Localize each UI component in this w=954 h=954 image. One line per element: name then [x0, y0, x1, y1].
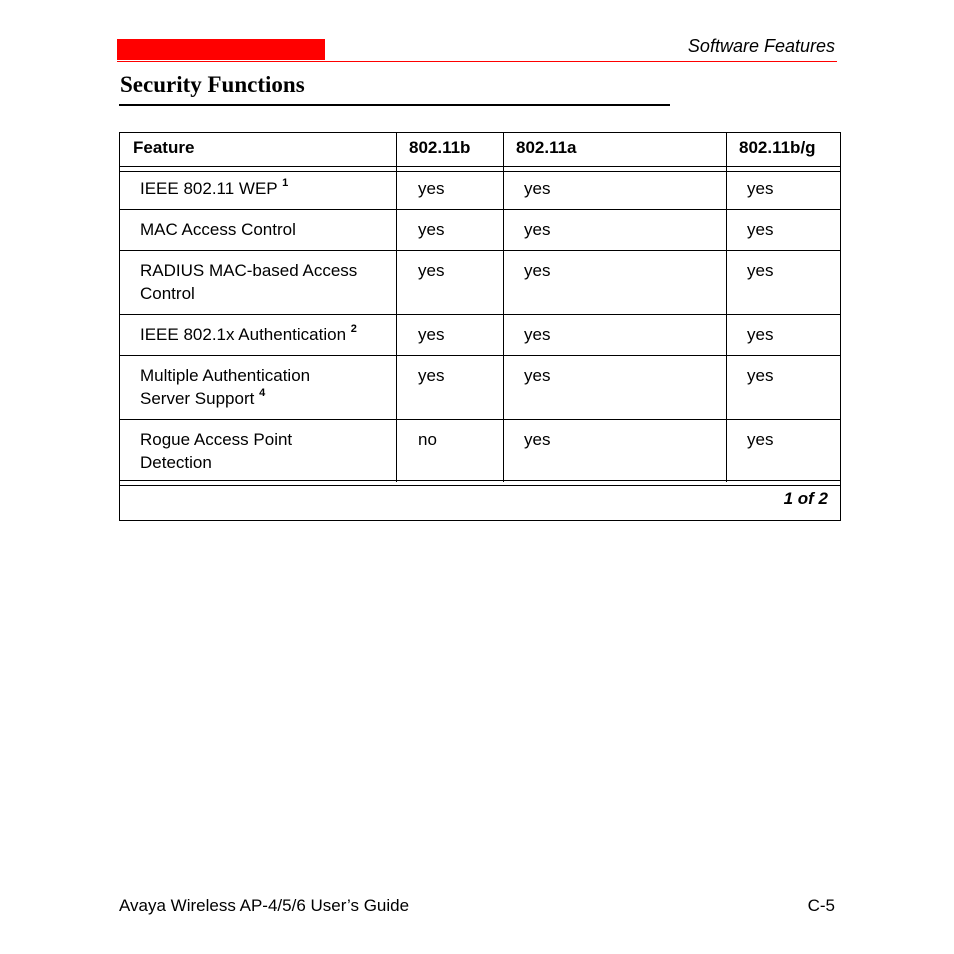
row-divider	[120, 355, 840, 356]
table-row-feature: MAC Access Control	[140, 220, 296, 239]
security-functions-table	[119, 132, 841, 521]
table-cell-80211b: yes	[418, 179, 445, 198]
header-rule-top	[120, 166, 840, 167]
row-divider	[120, 314, 840, 315]
table-cell-80211a: yes	[524, 179, 551, 198]
column-header-80211b: 802.11b	[409, 138, 471, 157]
column-divider	[396, 133, 397, 482]
table-cell-80211b: yes	[418, 220, 445, 239]
footer-rule-top	[120, 480, 840, 481]
table-cell-80211a: yes	[524, 325, 551, 344]
table-cell-80211bg: yes	[747, 179, 774, 198]
row-divider	[120, 209, 840, 210]
section-title: Security Functions	[120, 72, 305, 97]
column-header-feature: Feature	[133, 138, 195, 157]
footer-page-number: C-5	[807, 896, 835, 915]
table-cell-80211b: yes	[418, 366, 445, 385]
row-divider	[120, 419, 840, 420]
footer-document-title: Avaya Wireless AP-4/5/6 User’s Guide	[119, 896, 410, 915]
column-divider	[503, 133, 504, 482]
table-cell-80211bg: yes	[747, 366, 774, 385]
table-cell-80211bg: yes	[747, 430, 774, 449]
table-row-feature: IEEE 802.1x Authentication $^2$	[140, 323, 357, 344]
title-underline	[119, 104, 670, 106]
table-cell-80211a: yes	[524, 366, 551, 385]
footer-rule-bottom	[120, 485, 840, 486]
table-row-feature: Multiple Authentication Server Support $^4$	[140, 366, 311, 408]
table-row-feature: RADIUS MAC-based Access Control	[140, 261, 358, 303]
header-accent-bar	[117, 39, 325, 60]
row-divider	[120, 250, 840, 251]
table-row-feature: Rogue Access Point Detection	[140, 430, 293, 472]
table-cell-80211bg: yes	[747, 220, 774, 239]
header-rule-bottom	[120, 171, 840, 172]
column-header-80211bg: 802.11b/g	[739, 138, 816, 157]
table-cell-80211b: yes	[418, 261, 445, 280]
table-page-indicator: 1 of 2	[783, 489, 828, 508]
table-cell-80211b: no	[418, 430, 437, 449]
table-cell-80211a: yes	[524, 261, 551, 280]
table-cell-80211a: yes	[524, 220, 551, 239]
table-row-feature: IEEE 802.11 WEP $^1$	[140, 177, 289, 198]
column-divider	[726, 133, 727, 482]
table-cell-80211bg: yes	[747, 261, 774, 280]
column-header-80211a: 802.11a	[516, 138, 577, 157]
header-rule	[117, 61, 837, 62]
table-cell-80211a: yes	[524, 430, 551, 449]
table-cell-80211b: yes	[418, 325, 445, 344]
table-cell-80211bg: yes	[747, 325, 774, 344]
running-header: Software Features	[687, 36, 835, 56]
